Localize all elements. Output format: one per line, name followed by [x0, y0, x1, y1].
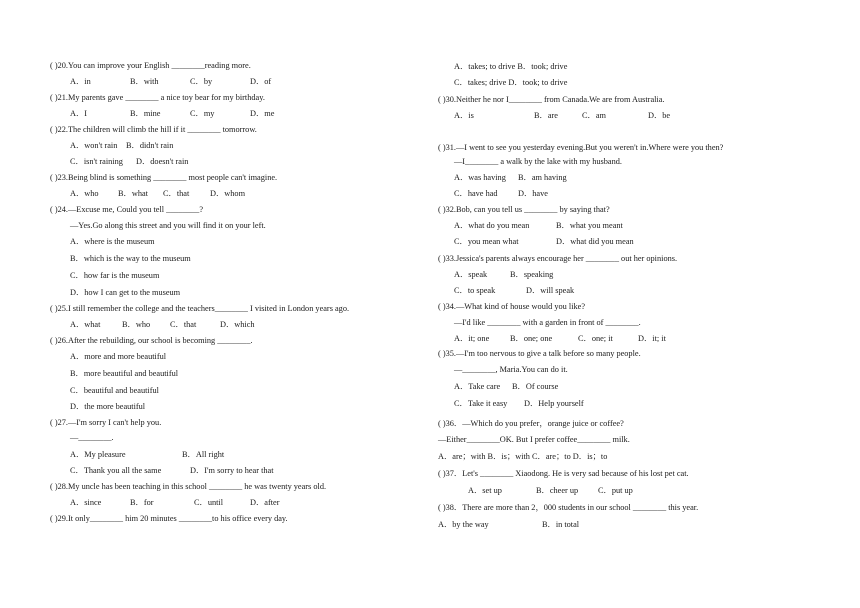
question-line: ( )23.Being blind is something ________ most people can't imagine.: [50, 173, 278, 182]
question-line: ( )37．Let's ________ Xiaodong. He is very sad because of his lost pet cat.: [438, 469, 689, 478]
answer-option: C．that: [163, 189, 190, 198]
answer-option: D．me: [250, 109, 275, 118]
question-line: ( )26.After the rebuilding, our school is becoming ________.: [50, 336, 253, 345]
answer-option: B．what you meant: [556, 221, 623, 230]
answer-option: C．one; it: [578, 334, 613, 343]
answer-option: B．what: [118, 189, 148, 198]
answer-option: B．cheer up: [536, 486, 579, 495]
text-line: D．the more beautiful: [70, 402, 146, 411]
answer-option: A．My pleasure: [70, 450, 126, 459]
answer-option: B．Of course: [512, 382, 559, 391]
answer-option: A．it; one: [454, 334, 490, 343]
answer-option: A．what do you mean: [454, 221, 530, 230]
text-line: C．how far is the museum: [70, 271, 160, 280]
text-line: C．takes; drive D．took; to drive: [454, 78, 568, 87]
answer-option: C．put up: [598, 486, 633, 495]
answer-option: A．what: [70, 320, 101, 329]
answer-option: A．who: [70, 189, 99, 198]
question-line: ( )24.—Excuse me, Could you tell ________?: [50, 205, 204, 214]
answer-option: D．it; it: [638, 334, 666, 343]
text-line: C．beautiful and beautiful: [70, 386, 159, 395]
answer-option: C．am: [582, 111, 606, 120]
answer-option: D．whom: [210, 189, 246, 198]
text-line: A．takes; to drive B．took; drive: [454, 62, 568, 71]
answer-option: C．Take it easy: [454, 399, 508, 408]
text-line: A．more and more beautiful: [70, 352, 167, 361]
question-line: ( )32.Bob, can you tell us ________ by saying that?: [438, 205, 610, 214]
question-line: ( )27.—I'm sorry I can't help you.: [50, 418, 162, 427]
answer-option: D．I'm sorry to hear that: [190, 466, 274, 475]
answer-option: C．isn't raining: [70, 157, 123, 166]
question-line: ( )31.—I went to see you yesterday evening.But you weren't in.Where were you then?: [438, 143, 724, 152]
answer-option: B．for: [130, 498, 154, 507]
text-line: —________, Maria.You can do it.: [454, 365, 568, 374]
text-line: —I'd like ________ with a garden in front of ________.: [454, 318, 641, 327]
question-line: ( )22.The children will climb the hill if it ________ tomorrow.: [50, 125, 257, 134]
text-line: —Yes.Go along this street and you will find it on your left.: [70, 221, 266, 230]
answer-option: D．have: [518, 189, 548, 198]
question-line: ( )28.My uncle has been teaching in this school ________ he was twenty years old.: [50, 482, 327, 491]
answer-option: C．until: [194, 498, 224, 507]
answer-option: A．Take care: [454, 382, 501, 391]
text-line: —Either________OK. But I prefer coffee________ milk.: [438, 435, 630, 444]
answer-option: B．with: [130, 77, 159, 86]
answer-option: A．in: [70, 77, 91, 86]
question-line: ( )21.My parents gave ________ a nice toy bear for my birthday.: [50, 93, 265, 102]
answer-option: A．speak: [454, 270, 488, 279]
text-line: —________.: [70, 433, 114, 442]
question-line: ( )20.You can improve your English ________reading more.: [50, 61, 251, 70]
text-line: A．are；with B．is；with C．are；to D．is；to: [438, 452, 608, 461]
answer-option: B．All right: [182, 450, 225, 459]
answer-option: C．have had: [454, 189, 498, 198]
question-line: ( )29.It only________ him 20 minutes ________to his office every day.: [50, 514, 288, 523]
answer-option: A．by the way: [438, 520, 489, 529]
answer-option: D．of: [250, 77, 272, 86]
answer-option: C．you mean what: [454, 237, 519, 246]
answer-option: A．set up: [468, 486, 502, 495]
answer-option: C．to speak: [454, 286, 496, 295]
answer-option: D．which: [220, 320, 255, 329]
question-line: ( )38．There are more than 2，000 students in our school ________ this year.: [438, 503, 699, 512]
question-line: ( )36．—Which do you prefer，orange juice or coffee?: [438, 419, 624, 428]
answer-option: D．be: [648, 111, 671, 120]
question-line: ( )34.—What kind of house would you like?: [438, 302, 586, 311]
answer-option: C．that: [170, 320, 197, 329]
answer-option: D．Help yourself: [524, 399, 584, 408]
question-line: ( )33.Jessica's parents always encourage her ________ out her opinions.: [438, 254, 678, 263]
answer-option: B．are: [534, 111, 558, 120]
answer-option: B．speaking: [510, 270, 554, 279]
answer-option: B．who: [122, 320, 151, 329]
answer-option: B．in total: [542, 520, 580, 529]
text-line: A．where is the museum: [70, 237, 155, 246]
answer-option: A．won't rain: [70, 141, 118, 150]
text-line: —I________ a walk by the lake with my husband.: [454, 157, 622, 166]
question-line: ( )35.—I'm too nervous to give a talk before so many people.: [438, 349, 641, 358]
answer-option: D．doesn't rain: [136, 157, 189, 166]
answer-option: D．what did you mean: [556, 237, 634, 246]
answer-option: B．mine: [130, 109, 161, 118]
text-line: B．which is the way to the museum: [70, 254, 191, 263]
answer-option: D．will speak: [526, 286, 575, 295]
answer-option: D．after: [250, 498, 280, 507]
answer-option: A．was having: [454, 173, 506, 182]
question-line: ( )30.Neither he nor I________ from Canada.We are from Australia.: [438, 95, 665, 104]
answer-option: C．Thank you all the same: [70, 466, 162, 475]
answer-option: A．since: [70, 498, 102, 507]
answer-option: A．is: [454, 111, 474, 120]
answer-option: B．one; one: [510, 334, 553, 343]
text-line: B．more beautiful and beautiful: [70, 369, 179, 378]
answer-option: C．by: [190, 77, 213, 86]
answer-option: C．my: [190, 109, 215, 118]
answer-option: B．didn't rain: [126, 141, 174, 150]
answer-option: B．am having: [518, 173, 567, 182]
question-line: ( )25.I still remember the college and the teachers________ I visited in London years ago.: [50, 304, 350, 313]
answer-option: A．I: [70, 109, 88, 118]
text-line: D．how I can get to the museum: [70, 288, 181, 297]
